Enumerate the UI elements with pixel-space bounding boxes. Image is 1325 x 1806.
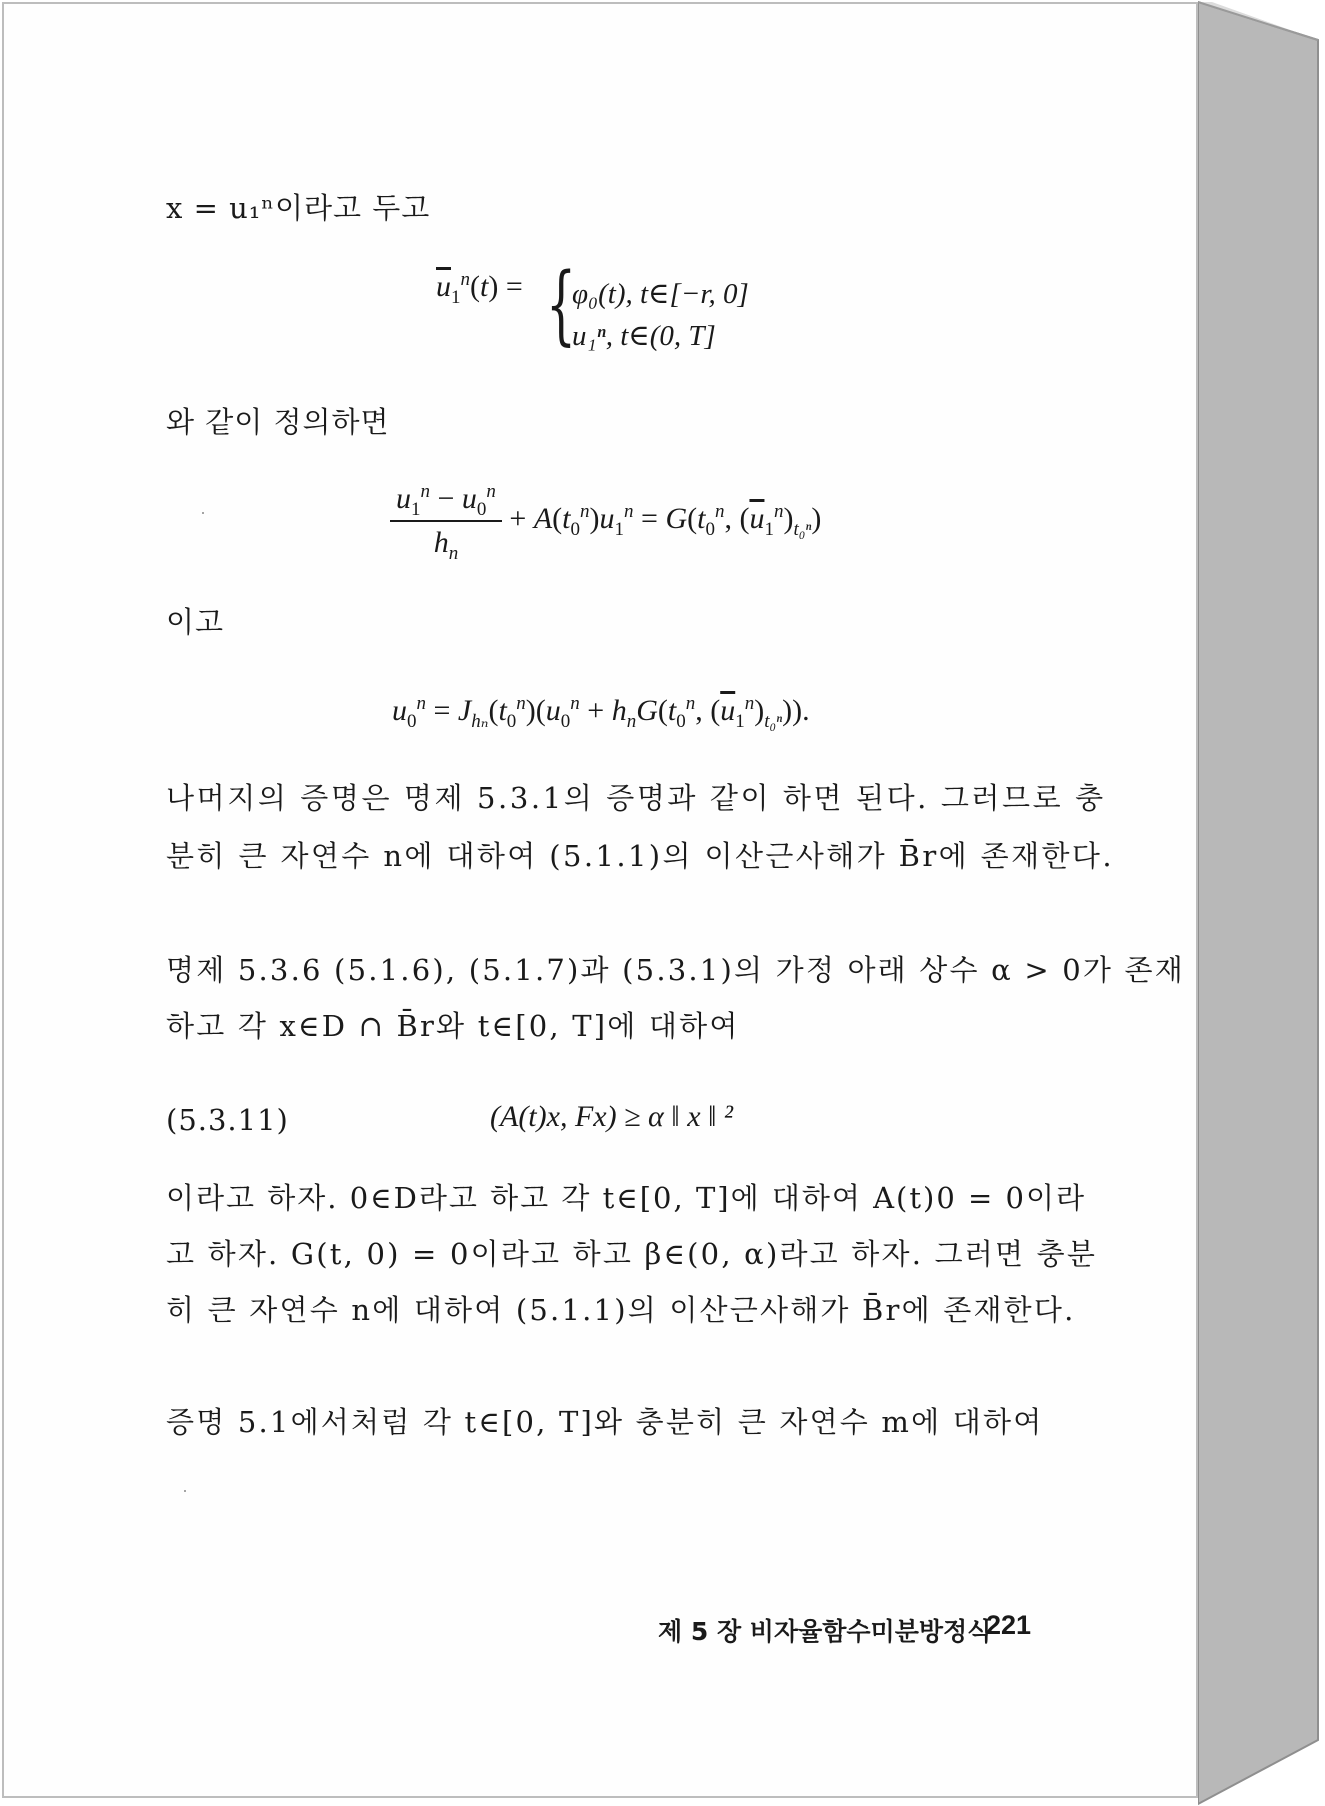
text-line: 히 큰 자연수 n에 대하여 (5.1.1)의 이산근사해가 B̄r에 존재한다. bbox=[166, 1293, 1076, 1327]
page-number: 221 bbox=[986, 1610, 1032, 1640]
proposition-line: 하고 각 x∈D ∩ B̄r와 t∈[0, T]에 대하여 bbox=[166, 1009, 740, 1043]
text-line: 이라고 하자. 0∈D라고 하고 각 t∈[0, T]에 대하여 A(t)0 = 0이라 bbox=[166, 1181, 1086, 1215]
brace: { bbox=[546, 255, 577, 355]
resolvent-equation: $u_0^n = J_{h_n}(t_0^n)(u_0^n + h_nG(t_0^n$, $(\overline{u}_1^n)_{t_0^n}$)). bbox=[392, 693, 810, 732]
piecewise-equation: $\overline{u}_1^n(t)$ = bbox=[436, 269, 523, 308]
chapter-title: 제 5 장 비자율함수미분방정식 bbox=[658, 1617, 992, 1646]
text-line: 분히 큰 자연수 n에 대하여 (5.1.1)의 이산근사해가 B̄r에 존재한다. bbox=[166, 839, 1114, 873]
text-line: 이고 bbox=[166, 605, 225, 639]
proposition-line: 명제 5.3.6 (5.1.6), (5.1.7)과 (5.3.1)의 가정 아래 상수 α > 0가 존재 bbox=[166, 953, 1185, 987]
proof-line: 증명 5.1에서처럼 각 t∈[0, T]와 충분히 큰 자연수 m에 대하여 bbox=[166, 1405, 1044, 1439]
fraction-equation: $\frac{u_1^n - u_0^n}{h_n}$ + $A(t_0^n)u_1^n = G(t_0^n$, $(\overline{u}_1^n)_{t_0^n}$) bbox=[390, 482, 821, 560]
text-line: x = u₁ⁿ이라고 두고 bbox=[166, 191, 431, 225]
case-row: φ₀(t), t∈[−r, 0] bbox=[572, 278, 749, 310]
text-line: 고 하자. G(t, 0) = 0이라고 하고 β∈(0, α)라고 하자. 그러면 충분 bbox=[166, 1237, 1098, 1271]
case-row: u₁ⁿ, t∈(0, T] bbox=[572, 320, 716, 352]
book-spine bbox=[1198, 0, 1325, 1806]
speck bbox=[184, 1490, 186, 1492]
text-line: 나머지의 증명은 명제 5.3.1의 증명과 같이 하면 된다. 그러므로 충 bbox=[166, 781, 1106, 815]
text-line: 와 같이 정의하면 bbox=[166, 405, 390, 439]
numbered-equation: (A(t)x, Fx) ≥ α ‖ x ‖ ² bbox=[490, 1100, 733, 1133]
book-page bbox=[2, 2, 1198, 1798]
speck bbox=[202, 512, 204, 514]
equation-label: (5.3.11) bbox=[166, 1103, 289, 1137]
